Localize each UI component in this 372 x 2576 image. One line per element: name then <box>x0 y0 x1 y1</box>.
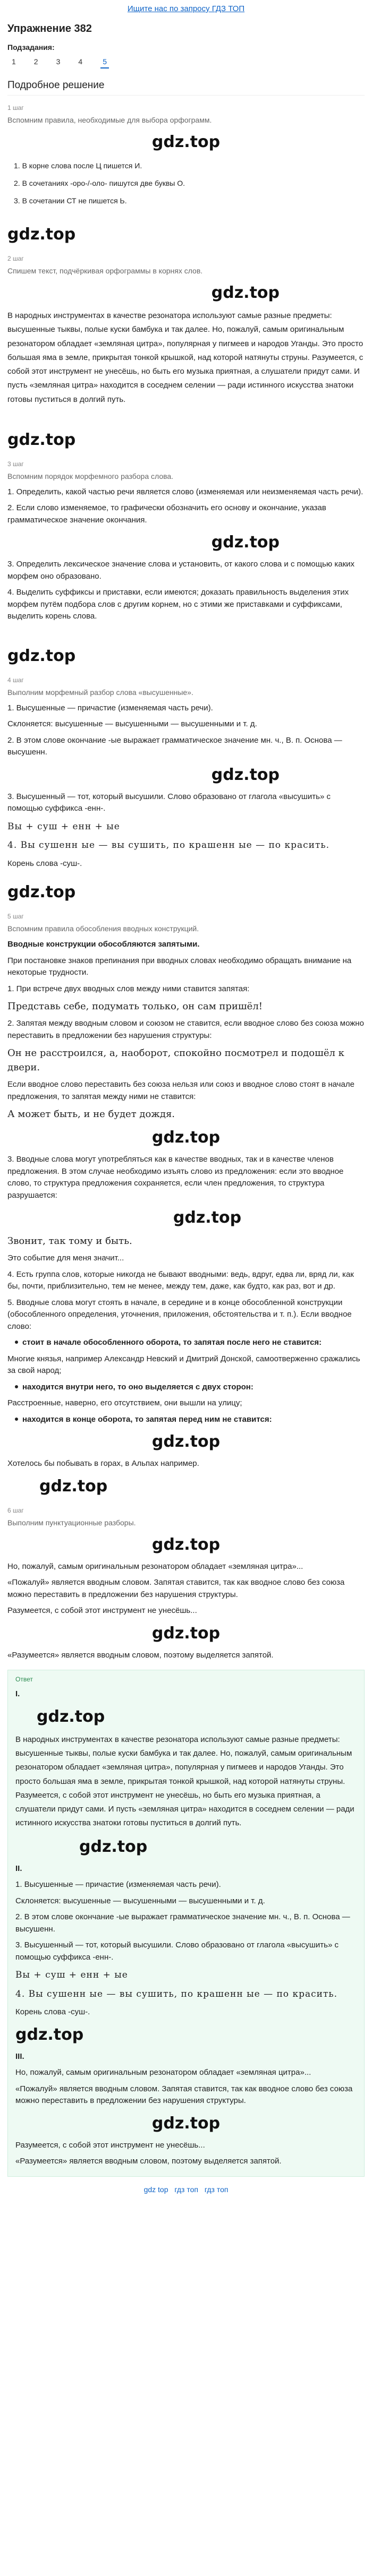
footer-link[interactable]: гдз топ <box>204 2185 229 2194</box>
parse-text: Но, пожалуй, самым оригинальным резонатором обладает «земляная цитра»... <box>15 2068 311 2077</box>
list-item: 3. Высушенный — тот, который высушили. Слово образовано от глагола «высушить» с помощью суффикса -енн-. <box>15 1940 339 1962</box>
step-tag: 1 шаг <box>7 104 24 111</box>
watermark: gdz.top <box>79 1837 148 1856</box>
subtasks-nav <box>7 56 365 68</box>
watermark: gdz.top <box>7 225 76 244</box>
subtask-3[interactable]: 3 <box>56 57 61 66</box>
watermark: gdz.top <box>7 646 76 665</box>
bullet-item: находится в конце оборота, то запятая перед ним не ставится: <box>7 1414 365 1426</box>
watermark: gdz.top <box>37 1707 105 1726</box>
example: Хотелось бы побывать в горах, в Альпах например. <box>7 1459 199 1469</box>
rule-text: 5. Вводные слова могут стоять в начале, в середине и в конце обособленной конструкции (обособленного определения, уточнения, приложения, обстоятельства и т. п.). Если вводное слово: <box>7 1298 352 1331</box>
watermark: gdz.top <box>151 1535 221 1554</box>
watermark: gdz.top <box>151 133 221 151</box>
parse-text: «Разумеется» является вводным словом, поэтому выделяется запятой. <box>15 2157 282 2166</box>
top-link[interactable]: Ищите нас по запросу ГДЗ ТОП <box>127 4 245 13</box>
list-item: Склоняется: высушенные — высушенными — высушенными и т. д. <box>7 719 257 729</box>
rule-text: 3. Вводные слова могут употребляться как в качестве вводных, так и в качестве членов предложения. В этом случае необходимо изъять слово из предложения: если это вводное слово, то структура предложения сохраняется, если член предложения, то структура разрушается: <box>7 1155 344 1200</box>
answer-box <box>7 1670 365 2176</box>
watermark: gdz.top <box>151 1624 221 1643</box>
step-text: Спишем текст, подчёркивая орфограммы в корнях слов. <box>7 267 203 275</box>
list-item: 2. В этом слове окончание -ые выражает грамматическое значение мн. ч., В. п. Основа — высушенн. <box>7 735 342 757</box>
page-title: Упражнение 382 <box>7 22 92 35</box>
root-text: Корень слова -суш-. <box>7 858 82 868</box>
subtask-1[interactable]: 1 <box>12 57 16 66</box>
parse-text: «Пожалуй» является вводным словом. Запятая ставится, так как вводное слово без союза можно переставить в предложении без нарушения структуры. <box>15 2084 353 2105</box>
morpheme-scheme: Вы + суш + енн + ые <box>15 1970 128 1980</box>
rule-text: 4. Есть группа слов, которые никогда не бывают вводными: ведь, вдруг, едва ли, вряд ли, как бы, почти, приблизительно, тем не менее, между тем, даже, как будто, как раз, вот и др. <box>7 1269 354 1291</box>
answer-part: II. <box>15 1864 22 1873</box>
bullet-item: стоит в начале обособленного оборота, то запятая после него не ставится: <box>7 1337 365 1349</box>
list-item: 1. Определить, какой частью речи является слово (изменяемая или неизменяемая часть речи). <box>7 487 363 496</box>
rule-text: 1. При встрече двух вводных слов между ними ставится запятая: <box>7 984 250 993</box>
example: Звонит, так тому и быть. <box>7 1235 132 1247</box>
step-tag: 4 шаг <box>7 676 24 684</box>
list-item: 3. В сочетании СТ не пишется Ь. <box>14 196 127 205</box>
answer-tag: Ответ <box>15 1676 33 1684</box>
exercise-text: В народных инструментах в качестве резонатора используют самые разные предметы: высушенные тыквы, полые куски бамбука и так далее. Но, пожалуй, самым оригинальным резонатором обладает «земляная цитра», популярная у пигмеев и народов Уганды. Это просто большая яма в земле, прикрытая тонкой крышкой, над которой натянуты струны. Разумеется, с собой этот инструмент не унесёшь, но быть его музыка приятная, а слушатели придут сами. И пусть «земляная цитра» находится в соседнем селении — ради истинного искусства знатоки готовы пуститься в долгий путь. <box>7 311 363 404</box>
subtask-5[interactable]: 5 <box>100 56 109 68</box>
rule-text: При постановке знаков препинания при вводных словах необходимо обращать внимание на некоторые трудности. <box>7 956 352 977</box>
bullet-item: находится внутри него, то оно выделяется с двух сторон: <box>7 1381 365 1394</box>
answer-part: III. <box>15 2051 24 2061</box>
morpheme-scheme: Вы + суш + енн + ые <box>7 821 120 832</box>
footer-link[interactable]: gdz top <box>143 2185 168 2194</box>
step-tag: 6 шаг <box>7 1506 24 1514</box>
morpheme-scheme: 4. Вы сушенн ые — вы сушить, по крашенн ые — по красить. <box>15 1988 338 1999</box>
step-tag: 2 шаг <box>7 255 24 262</box>
list-item: 1. В корне слова после Ц пишется И. <box>14 161 142 170</box>
step-text: Выполним морфемный разбор слова «высушенные». <box>7 688 193 697</box>
list-item: 4. Выделить суффиксы и приставки, если имеются; доказать правильность выделения этих морфем путём подбора слов с другим корнем, но с этими же приставками и суффиксами, выделить корень слова. <box>7 588 349 621</box>
watermark: gdz.top <box>7 883 76 902</box>
parse-text: Разумеется, с собой этот инструмент не унесёшь... <box>15 2140 205 2150</box>
watermark: gdz.top <box>39 1476 108 1496</box>
example: Он не расстроился, а, наоборот, спокойно посмотрел и подошёл к двери. <box>7 1047 344 1074</box>
example: Расстроенные, наверно, его отсутствием, они вышли на улицу; <box>7 1398 242 1408</box>
subtask-4[interactable]: 4 <box>78 57 83 66</box>
rule-text: 2. Запятая между вводным словом и союзом не ставится, если вводное слово без союза можно переставить в предложении без нарушения структуры: <box>7 1019 364 1040</box>
root-text: Корень слова -суш-. <box>15 2007 90 2016</box>
footer-link[interactable]: гдз топ <box>174 2185 198 2194</box>
step-text: Вспомним порядок морфемного разбора слова. <box>7 471 174 480</box>
exercise-text: В народных инструментах в качестве резонатора используют самые разные предметы: высушенные тыквы, полые куски бамбука и так далее. Но, пожалуй, самым оригинальным резонатором обладает «земляная цитра», популярная у пигмеев и народов Уганды. Это просто большая яма в земле, прикрытая тонкой крышкой, над которой натянуты струны. Разумеется, с собой этот инструмент не унесёшь, но быть его музыка приятная, а слушатели придут сами. И пусть «земляная цитра» находится в соседнем селении — ради истинного искусства знатоки готовы пуститься в долгий путь. <box>15 1734 354 1828</box>
rule-heading: Вводные конструкции обособляются запятыми. <box>7 940 200 949</box>
watermark: gdz.top <box>211 765 280 784</box>
step-text: Выполним пунктуационные разборы. <box>7 1518 136 1527</box>
step-tag: 3 шаг <box>7 460 24 468</box>
watermark: gdz.top <box>151 1128 221 1147</box>
example: Это событие для меня значит... <box>7 1253 124 1263</box>
watermark: gdz.top <box>15 2025 84 2044</box>
subtasks-label: Подзадания: <box>7 42 55 51</box>
step-tag: 5 шаг <box>7 913 24 921</box>
step-text: Вспомним правила обособления вводных конструкций. <box>7 924 199 933</box>
morpheme-scheme: 4. Вы сушенн ые — вы сушить, по крашенн ые — по красить. <box>7 840 330 851</box>
list-item: 3. Определить лексическое значение слова и установить, от какого слова и с помощью каких морфем оно образовано. <box>7 560 355 581</box>
parse-text: Разумеется, с собой этот инструмент не унесёшь... <box>7 1606 197 1616</box>
watermark: gdz.top <box>7 430 76 449</box>
list-item: Склоняется: высушенные — высушенными — высушенными и т. д. <box>15 1896 265 1905</box>
watermark: gdz.top <box>211 284 280 302</box>
step-text: Вспомним правила, необходимые для выбора орфограмм. <box>7 116 212 124</box>
example: Представь себе, подумать только, он сам пришёл! <box>7 1001 263 1012</box>
list-item: 2. В этом слове окончание -ые выражает грамматическое значение мн. ч., В. п. Основа — высушенн. <box>15 1912 350 1934</box>
solution-title: Подробное решение <box>7 78 365 96</box>
example: А может быть, и не будет дождя. <box>7 1109 175 1120</box>
list-item: 2. В сочетаниях -оро-/-оло- пишутся две буквы О. <box>14 179 185 187</box>
list-item: 3. Высушенный — тот, который высушили. Слово образовано от глагола «высушить» с помощью суффикса -енн-. <box>7 792 331 813</box>
example: Многие князья, например Александр Невский и Дмитрий Донской, самоотверженно сражались за свой народ; <box>7 1354 360 1376</box>
watermark: gdz.top <box>211 533 280 552</box>
footer-links <box>7 2184 365 2195</box>
parse-text: «Пожалуй» является вводным словом. Запятая ставится, так как вводное слово без союза можно переставить в предложении без нарушения структуры. <box>7 1578 345 1599</box>
list-item: 1. Высушенные — причастие (изменяемая часть речи). <box>7 703 213 712</box>
list-item: 1. Высушенные — причастие (изменяемая часть речи). <box>15 1880 221 1889</box>
list-item: 2. Если слово изменяемое, то графически обозначить его основу и окончание, указав грамматическое значение окончания. <box>7 503 326 525</box>
watermark: gdz.top <box>173 1208 242 1227</box>
parse-text: «Разумеется» является вводным словом, поэтому выделяется запятой. <box>7 1650 274 1660</box>
answer-part: I. <box>15 1689 20 1699</box>
parse-text: Но, пожалуй, самым оригинальным резонатором обладает «земляная цитра»... <box>7 1561 303 1571</box>
rule-text: Если вводное слово переставить без союза нельзя или союз и вводное слово стоят в начале предложения, то запятая между ними не ставится: <box>7 1080 354 1101</box>
watermark: gdz.top <box>151 2114 221 2133</box>
watermark: gdz.top <box>151 1432 221 1452</box>
subtask-2[interactable]: 2 <box>33 57 38 66</box>
